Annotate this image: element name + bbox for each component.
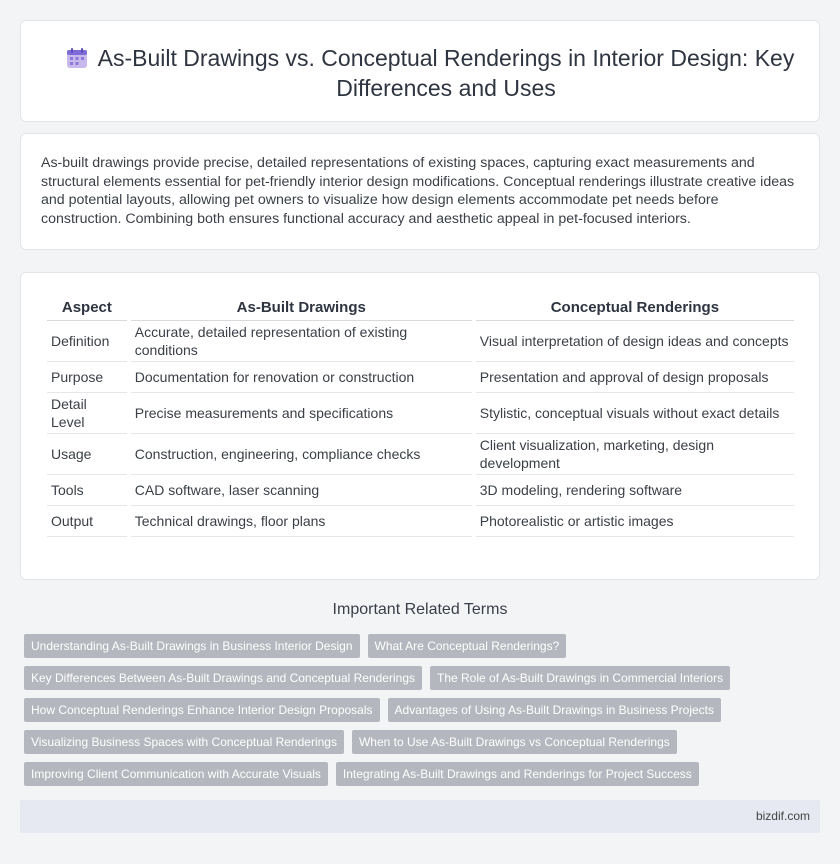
table-cell: Photorealistic or artistic images: [476, 506, 794, 537]
table-cell: Output: [47, 506, 127, 537]
table-row: [47, 506, 794, 537]
header-as-built: As-Built Drawings: [131, 295, 472, 321]
table-cell: Visual interpretation of design ideas and concepts: [476, 321, 794, 362]
tag-row: [24, 666, 824, 690]
table-cell: Tools: [47, 475, 127, 506]
table-row: [47, 321, 794, 362]
table-cell: Definition: [47, 321, 127, 362]
page-title: As-Built Drawings vs. Conceptual Renderings in Interior Design: Key Differences and Uses: [97, 45, 795, 101]
table-cell: Accurate, detailed representation of existing conditions: [131, 321, 472, 362]
tag-row: [24, 762, 824, 786]
table-cell: Presentation and approval of design proposals: [476, 362, 794, 393]
related-term-tag[interactable]: Advantages of Using As-Built Drawings in Business Projects: [388, 698, 721, 722]
related-term-tag[interactable]: Improving Client Communication with Accurate Visuals: [24, 762, 328, 786]
table-cell: Client visualization, marketing, design development: [476, 434, 794, 475]
related-terms-title: Important Related Terms: [332, 601, 508, 618]
table-cell: Precise measurements and specifications: [131, 393, 472, 434]
table-row: [47, 362, 794, 393]
related-term-tag[interactable]: How Conceptual Renderings Enhance Interior Design Proposals: [24, 698, 380, 722]
table-cell: 3D modeling, rendering software: [476, 475, 794, 506]
table-cell: Stylistic, conceptual visuals without exact details: [476, 393, 794, 434]
table-row: [47, 434, 794, 475]
related-terms-list: [24, 634, 824, 794]
header-conceptual: Conceptual Renderings: [476, 295, 794, 321]
tag-row: [24, 698, 824, 722]
related-term-tag[interactable]: What Are Conceptual Renderings?: [368, 634, 567, 658]
footer-site[interactable]: bizdif.com: [755, 809, 810, 823]
table-cell: Purpose: [47, 362, 127, 393]
related-term-tag[interactable]: Integrating As-Built Drawings and Renderings for Project Success: [336, 762, 699, 786]
table-header-row: [47, 295, 794, 321]
table-cell: Usage: [47, 434, 127, 475]
related-term-tag[interactable]: Visualizing Business Spaces with Conceptual Renderings: [24, 730, 344, 754]
table-cell: Documentation for renovation or construction: [131, 362, 472, 393]
table-row: [47, 393, 794, 434]
related-term-tag[interactable]: When to Use As-Built Drawings vs Conceptual Renderings: [352, 730, 677, 754]
tag-row: [24, 730, 824, 754]
summary-text: As-built drawings provide precise, detailed representations of existing spaces, capturing exact measurements and structural elements essential for pet-friendly interior design modifications. Conceptual renderings illustrate creative ideas and potential layouts, allowing pet owners to visualize how design elements accommodate pet needs before construction. Combining both ensures functional accuracy and aesthetic appeal in pet-focused interiors.: [41, 155, 795, 227]
related-term-tag[interactable]: Understanding As-Built Drawings in Business Interior Design: [24, 634, 360, 658]
related-term-tag[interactable]: The Role of As-Built Drawings in Commercial Interiors: [430, 666, 730, 690]
table-row: [47, 475, 794, 506]
footer: [20, 800, 820, 833]
comparison-table-card: [20, 272, 820, 580]
table-cell: Detail Level: [47, 393, 127, 434]
header-aspect: Aspect: [47, 295, 127, 321]
header-card: [20, 20, 820, 122]
tag-row: [24, 634, 824, 658]
table-cell: Construction, engineering, compliance checks: [131, 434, 472, 475]
table-cell: Technical drawings, floor plans: [131, 506, 472, 537]
table-cell: CAD software, laser scanning: [131, 475, 472, 506]
comparison-table: [43, 295, 798, 537]
summary-card: [20, 133, 820, 250]
related-term-tag[interactable]: Key Differences Between As-Built Drawings and Conceptual Renderings: [24, 666, 422, 690]
